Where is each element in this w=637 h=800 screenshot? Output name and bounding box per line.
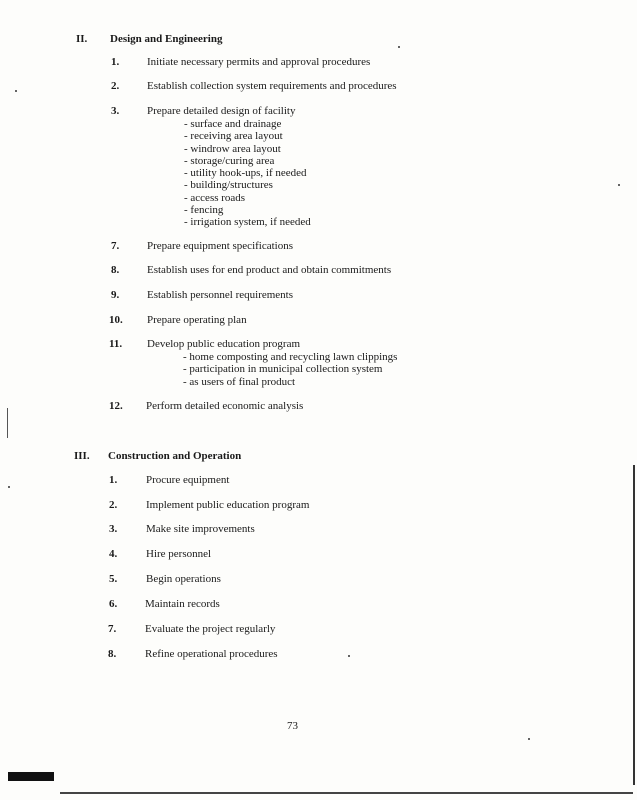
page-number: 73 xyxy=(287,720,298,732)
list-item-text: Hire personnel xyxy=(146,548,212,560)
scan-speck xyxy=(618,184,620,186)
list-item-number: 6. xyxy=(109,598,118,610)
list-item-text: Prepare detailed design of facility xyxy=(147,105,296,117)
list-item-text: Perform detailed economic analysis xyxy=(146,400,304,412)
sub-list-item: - surface and drainage xyxy=(184,118,282,130)
list-item-number: 12. xyxy=(109,400,123,412)
section-title: Design and Engineering xyxy=(110,33,223,45)
list-item-number: 1. xyxy=(111,56,120,68)
scan-speck xyxy=(398,46,400,48)
list-item-text: Begin operations xyxy=(146,573,221,585)
sub-list xyxy=(184,118,311,229)
sub-list-item: - utility hook-ups, if needed xyxy=(184,167,307,180)
scan-speck xyxy=(8,486,10,488)
sub-list-item: - home composting and recycling lawn clippings xyxy=(183,351,398,363)
sub-list-item: - windrow area layout xyxy=(184,142,281,155)
sub-list-item: - fencing xyxy=(184,204,224,217)
list-item-text: Evaluate the project regularly xyxy=(145,623,276,635)
list-item-number: 10. xyxy=(109,314,123,326)
list-item-number: 4. xyxy=(109,548,118,560)
list-item-number: 9. xyxy=(111,289,120,301)
list-item-number: 2. xyxy=(111,80,120,92)
list-item-number: 1. xyxy=(109,474,118,486)
list-item-number: 8. xyxy=(111,264,120,276)
list-item-number: 8. xyxy=(108,648,117,660)
list-item-number: 7. xyxy=(111,240,120,252)
list-item-number: 11. xyxy=(109,338,123,350)
list-item-text: Initiate necessary permits and approval procedures xyxy=(147,56,371,68)
sub-list-item: - irrigation system, if needed xyxy=(184,216,311,229)
list-item-text: Prepare operating plan xyxy=(147,314,247,326)
sub-list-item: - access roads xyxy=(184,191,246,204)
sub-list-item: - as users of final product xyxy=(183,375,296,388)
list-item-text: Establish collection system requirements and procedures xyxy=(147,80,397,92)
list-item-text: Establish personnel requirements xyxy=(147,289,294,301)
sub-list-item: - participation in municipal collection system xyxy=(183,363,383,376)
scan-speck xyxy=(15,90,17,92)
scan-speck xyxy=(348,655,350,657)
scan-edge-bottom xyxy=(60,792,633,794)
list-item-text: Develop public education program xyxy=(147,338,301,350)
list-item-text: Make site improvements xyxy=(146,523,255,535)
sub-list-item: - building/structures xyxy=(184,179,273,192)
list-item-number: 3. xyxy=(109,523,118,535)
scan-speck xyxy=(528,738,530,740)
scan-mark xyxy=(8,772,54,781)
list-item-text: Establish uses for end product and obtain commitments xyxy=(147,264,392,276)
section-numeral: II. xyxy=(76,33,88,45)
sub-list-item: - receiving area layout xyxy=(184,130,283,143)
list-item-text: Procure equipment xyxy=(146,474,230,486)
list-item-number: 2. xyxy=(109,499,118,511)
list-item-text: Implement public education program xyxy=(146,499,310,511)
list-item-text: Prepare equipment specifications xyxy=(147,240,294,252)
section-numeral: III. xyxy=(74,450,90,462)
sub-list xyxy=(183,351,397,388)
sub-list-item: - storage/curing area xyxy=(184,154,275,167)
scan-edge-right xyxy=(633,465,635,785)
list-item-text: Refine operational procedures xyxy=(145,648,278,660)
scan-edge-left xyxy=(7,408,8,438)
list-item-text: Maintain records xyxy=(145,598,220,610)
list-item-number: 7. xyxy=(108,623,117,635)
section-title: Construction and Operation xyxy=(108,450,242,462)
list-item-number: 5. xyxy=(109,573,118,585)
list-item-number: 3. xyxy=(111,105,120,117)
